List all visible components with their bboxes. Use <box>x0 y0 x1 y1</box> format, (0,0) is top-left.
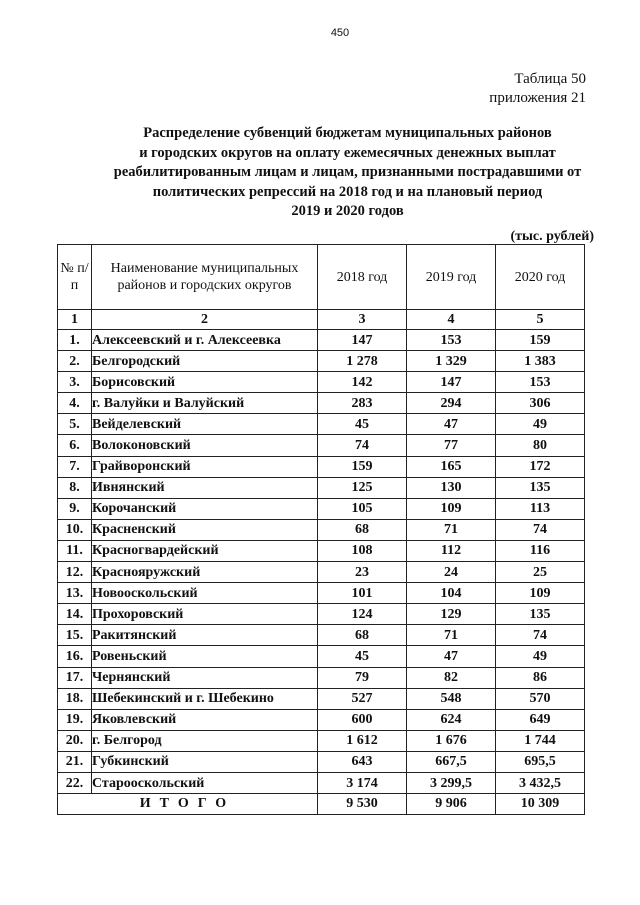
district-name: Волоконовский <box>92 435 318 456</box>
value-2020: 1 744 <box>496 730 585 751</box>
value-2018: 527 <box>318 688 407 709</box>
table-header-row <box>58 245 585 310</box>
value-2020: 86 <box>496 667 585 688</box>
value-2020: 159 <box>496 330 585 351</box>
district-name: Ровеньский <box>92 646 318 667</box>
row-number: 2. <box>58 351 92 372</box>
value-2019: 153 <box>407 330 496 351</box>
value-2018: 600 <box>318 709 407 730</box>
value-2019: 1 676 <box>407 730 496 751</box>
title-line: 2019 и 2020 годов <box>291 203 404 219</box>
table-row <box>58 625 585 646</box>
title-line: Распределение субвенций бюджетам муниципальных районов <box>143 125 552 141</box>
row-number: 13. <box>58 583 92 604</box>
row-number: 5. <box>58 414 92 435</box>
table-row <box>58 372 585 393</box>
header-2018: 2018 год <box>318 245 407 310</box>
table-row <box>58 646 585 667</box>
total-2018: 9 530 <box>318 794 407 815</box>
table-row <box>58 498 585 519</box>
district-name: Губкинский <box>92 751 318 772</box>
row-number: 9. <box>58 498 92 519</box>
column-index: 4 <box>407 310 496 330</box>
district-name: Ракитянский <box>92 625 318 646</box>
value-2019: 77 <box>407 435 496 456</box>
value-2019: 548 <box>407 688 496 709</box>
table-row <box>58 477 585 498</box>
district-name: Красненский <box>92 519 318 540</box>
row-number: 16. <box>58 646 92 667</box>
value-2020: 1 383 <box>496 351 585 372</box>
table-row <box>58 351 585 372</box>
value-2020: 49 <box>496 646 585 667</box>
value-2019: 47 <box>407 414 496 435</box>
value-2019: 1 329 <box>407 351 496 372</box>
table-row <box>58 751 585 772</box>
subventions-table <box>57 244 585 815</box>
header-name: Наименование муниципальных районов и городских округов <box>92 245 318 310</box>
row-number: 1. <box>58 330 92 351</box>
value-2020: 25 <box>496 562 585 583</box>
district-name: Красногвардейский <box>92 540 318 561</box>
value-2020: 109 <box>496 583 585 604</box>
row-number: 10. <box>58 519 92 540</box>
table-row <box>58 709 585 730</box>
table-row <box>58 519 585 540</box>
value-2020: 49 <box>496 414 585 435</box>
value-2018: 68 <box>318 519 407 540</box>
value-2020: 649 <box>496 709 585 730</box>
value-2019: 667,5 <box>407 751 496 772</box>
value-2018: 159 <box>318 456 407 477</box>
value-2018: 79 <box>318 667 407 688</box>
value-2020: 135 <box>496 604 585 625</box>
value-2020: 306 <box>496 393 585 414</box>
row-number: 8. <box>58 477 92 498</box>
value-2019: 47 <box>407 646 496 667</box>
value-2019: 112 <box>407 540 496 561</box>
row-number: 14. <box>58 604 92 625</box>
column-index: 3 <box>318 310 407 330</box>
value-2018: 45 <box>318 414 407 435</box>
table-caption <box>489 70 586 108</box>
district-name: Борисовский <box>92 372 318 393</box>
value-2018: 68 <box>318 625 407 646</box>
table-row <box>58 414 585 435</box>
table-row <box>58 583 585 604</box>
value-2019: 294 <box>407 393 496 414</box>
district-name: Краснояружский <box>92 562 318 583</box>
district-name: г. Белгород <box>92 730 318 751</box>
value-2020: 74 <box>496 519 585 540</box>
row-number: 20. <box>58 730 92 751</box>
value-2020: 570 <box>496 688 585 709</box>
value-2019: 624 <box>407 709 496 730</box>
value-2019: 147 <box>407 372 496 393</box>
value-2020: 74 <box>496 625 585 646</box>
district-name: Вейделевский <box>92 414 318 435</box>
row-number: 11. <box>58 540 92 561</box>
value-2019: 71 <box>407 519 496 540</box>
total-row <box>58 794 585 815</box>
title-line: и городских округов на оплату ежемесячных денежных выплат <box>139 144 556 161</box>
district-name: Шебекинский и г. Шебекино <box>92 688 318 709</box>
district-name: Яковлевский <box>92 709 318 730</box>
table-row <box>58 772 585 793</box>
value-2020: 3 432,5 <box>496 772 585 793</box>
value-2018: 45 <box>318 646 407 667</box>
table-row <box>58 604 585 625</box>
value-2019: 24 <box>407 562 496 583</box>
value-2019: 129 <box>407 604 496 625</box>
total-2020: 10 309 <box>496 794 585 815</box>
table-row <box>58 456 585 477</box>
header-2019: 2019 год <box>407 245 496 310</box>
title-line: политических репрессий на 2018 год и на плановый период <box>152 183 543 200</box>
table-row <box>58 688 585 709</box>
value-2019: 71 <box>407 625 496 646</box>
column-index: 5 <box>496 310 585 330</box>
value-2019: 130 <box>407 477 496 498</box>
document-title <box>100 124 595 222</box>
value-2020: 153 <box>496 372 585 393</box>
table-row <box>58 667 585 688</box>
district-name: Ивнянский <box>92 477 318 498</box>
title-line: реабилитированным лицам и лицам, признанными пострадавшими от <box>113 164 582 180</box>
value-2020: 172 <box>496 456 585 477</box>
row-number: 15. <box>58 625 92 646</box>
table-caption-line: Таблица 50 <box>514 71 586 87</box>
value-2020: 80 <box>496 435 585 456</box>
value-2018: 643 <box>318 751 407 772</box>
value-2018: 142 <box>318 372 407 393</box>
district-name: Корочанский <box>92 498 318 519</box>
value-2018: 147 <box>318 330 407 351</box>
table-row <box>58 330 585 351</box>
table-row <box>58 562 585 583</box>
district-name: Новооскольский <box>92 583 318 604</box>
value-2018: 3 174 <box>318 772 407 793</box>
value-2018: 1 278 <box>318 351 407 372</box>
row-number: 6. <box>58 435 92 456</box>
value-2020: 695,5 <box>496 751 585 772</box>
value-2018: 124 <box>318 604 407 625</box>
district-name: Прохоровский <box>92 604 318 625</box>
row-number: 3. <box>58 372 92 393</box>
value-2019: 165 <box>407 456 496 477</box>
column-index-row <box>58 310 585 330</box>
row-number: 18. <box>58 688 92 709</box>
row-number: 12. <box>58 562 92 583</box>
column-index: 1 <box>58 310 92 330</box>
value-2018: 283 <box>318 393 407 414</box>
row-number: 7. <box>58 456 92 477</box>
value-2019: 104 <box>407 583 496 604</box>
district-name: Грайворонский <box>92 456 318 477</box>
header-2020: 2020 год <box>496 245 585 310</box>
page-number: 450 <box>330 27 350 39</box>
district-name: Старооскольский <box>92 772 318 793</box>
value-2019: 3 299,5 <box>407 772 496 793</box>
value-2018: 125 <box>318 477 407 498</box>
district-name: Чернянский <box>92 667 318 688</box>
table-row <box>58 730 585 751</box>
value-2020: 116 <box>496 540 585 561</box>
value-2020: 135 <box>496 477 585 498</box>
district-name: Алексеевский и г. Алексеевка <box>92 330 318 351</box>
value-2018: 1 612 <box>318 730 407 751</box>
value-2019: 109 <box>407 498 496 519</box>
row-number: 4. <box>58 393 92 414</box>
header-number: № п/п <box>58 245 92 310</box>
row-number: 21. <box>58 751 92 772</box>
column-index: 2 <box>92 310 318 330</box>
value-2020: 113 <box>496 498 585 519</box>
units-label: (тыс. рублей) <box>510 229 594 244</box>
table-row <box>58 393 585 414</box>
row-number: 19. <box>58 709 92 730</box>
value-2019: 82 <box>407 667 496 688</box>
table-row <box>58 540 585 561</box>
value-2018: 108 <box>318 540 407 561</box>
value-2018: 23 <box>318 562 407 583</box>
district-name: г. Валуйки и Валуйский <box>92 393 318 414</box>
value-2018: 74 <box>318 435 407 456</box>
district-name: Белгородский <box>92 351 318 372</box>
row-number: 22. <box>58 772 92 793</box>
table-row <box>58 435 585 456</box>
total-2019: 9 906 <box>407 794 496 815</box>
value-2018: 101 <box>318 583 407 604</box>
value-2018: 105 <box>318 498 407 519</box>
row-number: 17. <box>58 667 92 688</box>
appendix-caption-line: приложения 21 <box>489 90 586 106</box>
total-label: ИТОГО <box>58 794 318 815</box>
